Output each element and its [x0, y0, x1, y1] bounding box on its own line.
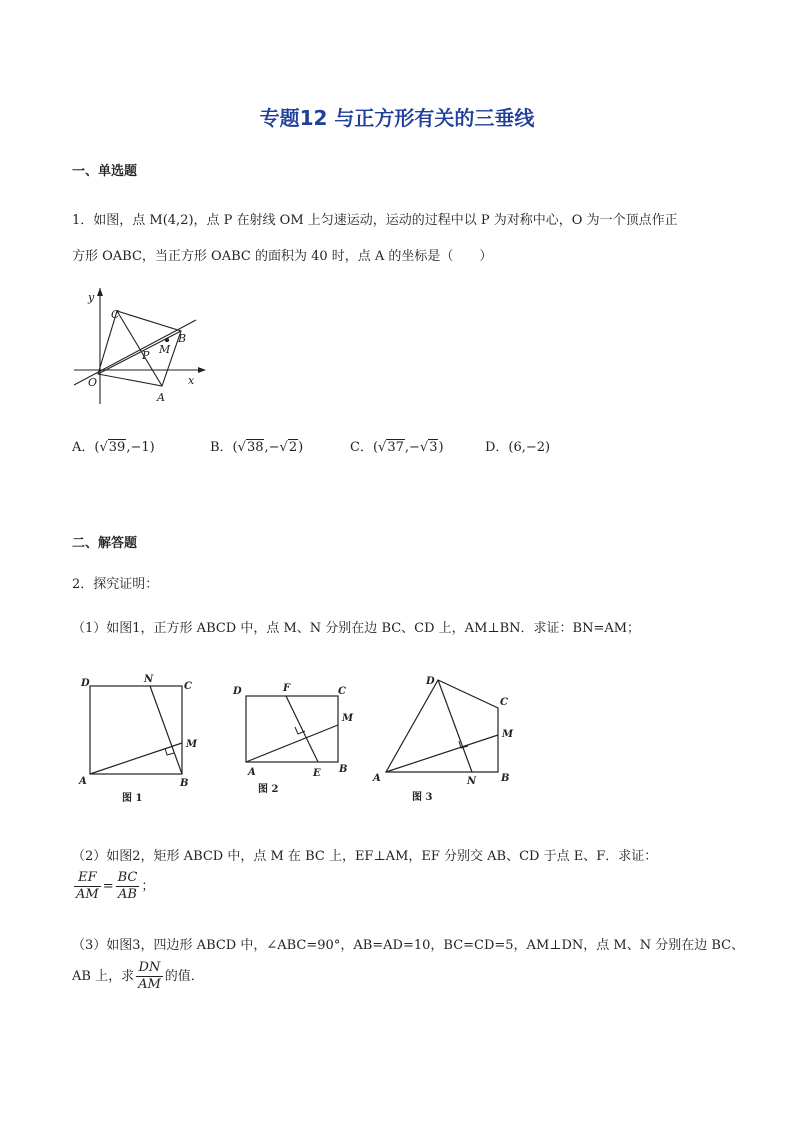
x-axis-arrow-icon — [198, 367, 206, 373]
segment-am — [90, 743, 182, 774]
segment-am — [246, 725, 338, 762]
fig1-label-n: N — [144, 674, 154, 685]
option-c[interactable] — [350, 436, 444, 455]
sqrt-icon: √ — [99, 440, 108, 455]
fig1-caption: 图 1 — [122, 793, 143, 804]
option-a-rest: ,−1) — [126, 440, 155, 455]
page-title: 专题12 与正方形有关的三垂线 — [259, 106, 535, 130]
fig1-label-d: D — [81, 678, 90, 689]
option-a[interactable] — [72, 436, 155, 455]
question-1-line-1: 1．如图，点 M(4,2)，点 P 在射线 OM 上匀速运动，运动的过程中以 P 为对称中心，O 为一个顶点作正 — [72, 213, 678, 228]
fraction-dn-am — [136, 960, 163, 993]
part-3-text-a: AB 上，求 — [72, 969, 135, 984]
option-a-prefix: A．( — [72, 440, 100, 455]
equals-sign: = — [102, 879, 114, 894]
question-2-part-1: （1）如图1，正方形 ABCD 中，点 M、N 分别在边 BC、CD 上，AM⊥BN．求证：BN=AM； — [72, 621, 641, 636]
option-c-root-2: 3 — [429, 440, 438, 455]
question-2-part-3-line-2 — [72, 960, 204, 993]
part-3-text-b: 的值． — [164, 969, 204, 984]
option-b-suffix: ) — [298, 440, 304, 455]
fig2-label-f: F — [283, 683, 291, 694]
option-b-mid: ,− — [264, 440, 280, 455]
fig2-label-b: B — [339, 764, 348, 775]
fraction-denominator: AB — [118, 887, 137, 902]
label-c: C — [111, 308, 120, 321]
section-heading-solutions: 二、解答题 — [72, 536, 138, 551]
fraction-ef-am — [74, 870, 101, 903]
fig1-label-c: C — [184, 681, 192, 692]
option-b-root-2: 2 — [288, 440, 298, 455]
fraction-numerator: DN — [136, 960, 163, 977]
fig3-label-m: M — [502, 729, 514, 740]
fig2-caption: 图 2 — [258, 784, 279, 795]
sqrt-icon: √ — [279, 440, 288, 455]
option-b-root-1: 38 — [246, 440, 264, 455]
fig2-label-d: D — [233, 686, 242, 697]
fraction-numerator: EF — [74, 870, 101, 887]
figure-2 — [226, 680, 366, 800]
option-b[interactable] — [210, 436, 303, 455]
label-y: y — [88, 291, 95, 304]
label-a: A — [157, 391, 165, 404]
fraction-denominator: AM — [138, 977, 161, 992]
question-1-figure — [70, 284, 210, 410]
fig3-label-n: N — [467, 776, 477, 787]
y-axis-arrow-icon — [97, 288, 103, 296]
sqrt-icon: √ — [419, 440, 429, 455]
option-c-prefix: C．( — [350, 440, 379, 455]
fraction-numerator: BC — [117, 870, 138, 885]
label-x: x — [188, 374, 195, 387]
segment-bn — [150, 686, 182, 774]
fig1-label-b: B — [180, 778, 189, 789]
option-d[interactable]: D．(6,−2) — [485, 440, 551, 455]
segment-am — [386, 735, 498, 772]
sqrt-icon: √ — [378, 440, 387, 455]
question-2-intro: 2．探究证明： — [72, 577, 159, 592]
figure-3 — [368, 668, 528, 808]
fig3-label-d: D — [426, 676, 435, 687]
fig3-caption: 图 3 — [412, 792, 433, 803]
segment-ef — [286, 696, 318, 762]
diagonal-ac — [117, 311, 162, 386]
label-b: B — [178, 332, 187, 345]
label-m: M — [159, 343, 171, 356]
label-p: P — [142, 349, 150, 362]
rectangle-abcd — [246, 696, 338, 762]
option-c-mid: ,− — [404, 440, 420, 455]
fig1-label-a: A — [79, 776, 87, 787]
question-2-part-3-line-1: （3）如图3，四边形 ABCD 中，∠ABC=90°，AB=AD=10，BC=CD=5，AM⊥DN，点 M、N 分别在边 BC、 — [72, 938, 745, 953]
fig3-label-a: A — [373, 773, 381, 784]
fig2-label-e: E — [313, 768, 321, 779]
point-m — [165, 338, 168, 341]
quadrilateral-abcd — [386, 680, 498, 772]
fig1-label-m: M — [186, 739, 198, 750]
semicolon: ； — [141, 879, 155, 894]
fig3-label-b: B — [501, 773, 510, 784]
question-1-line-2: 方形 OABC，当正方形 OABC 的面积为 40 时，点 A 的坐标是（ ） — [72, 249, 493, 264]
question-2-part-2-formula — [72, 870, 154, 903]
fig2-label-c: C — [338, 686, 346, 697]
option-c-suffix: ) — [438, 440, 444, 455]
option-a-root: 39 — [108, 440, 126, 455]
fraction-denominator: AM — [76, 887, 99, 902]
label-o: O — [88, 376, 98, 389]
option-b-prefix: B．( — [210, 440, 238, 455]
question-2-part-2: （2）如图2，矩形 ABCD 中，点 M 在 BC 上，EF⊥AM，EF 分别交 AB、CD 于点 E、F．求证： — [72, 849, 658, 864]
fig2-label-m: M — [342, 713, 354, 724]
fraction-bc-ab — [116, 870, 140, 903]
square-abcd — [90, 686, 182, 774]
fig3-label-c: C — [500, 697, 508, 708]
figure-1 — [72, 670, 212, 810]
fig2-label-a: A — [248, 767, 256, 778]
section-heading-single-choice: 一、单选题 — [72, 164, 138, 179]
sqrt-icon: √ — [237, 440, 246, 455]
option-c-root-1: 37 — [387, 440, 404, 455]
